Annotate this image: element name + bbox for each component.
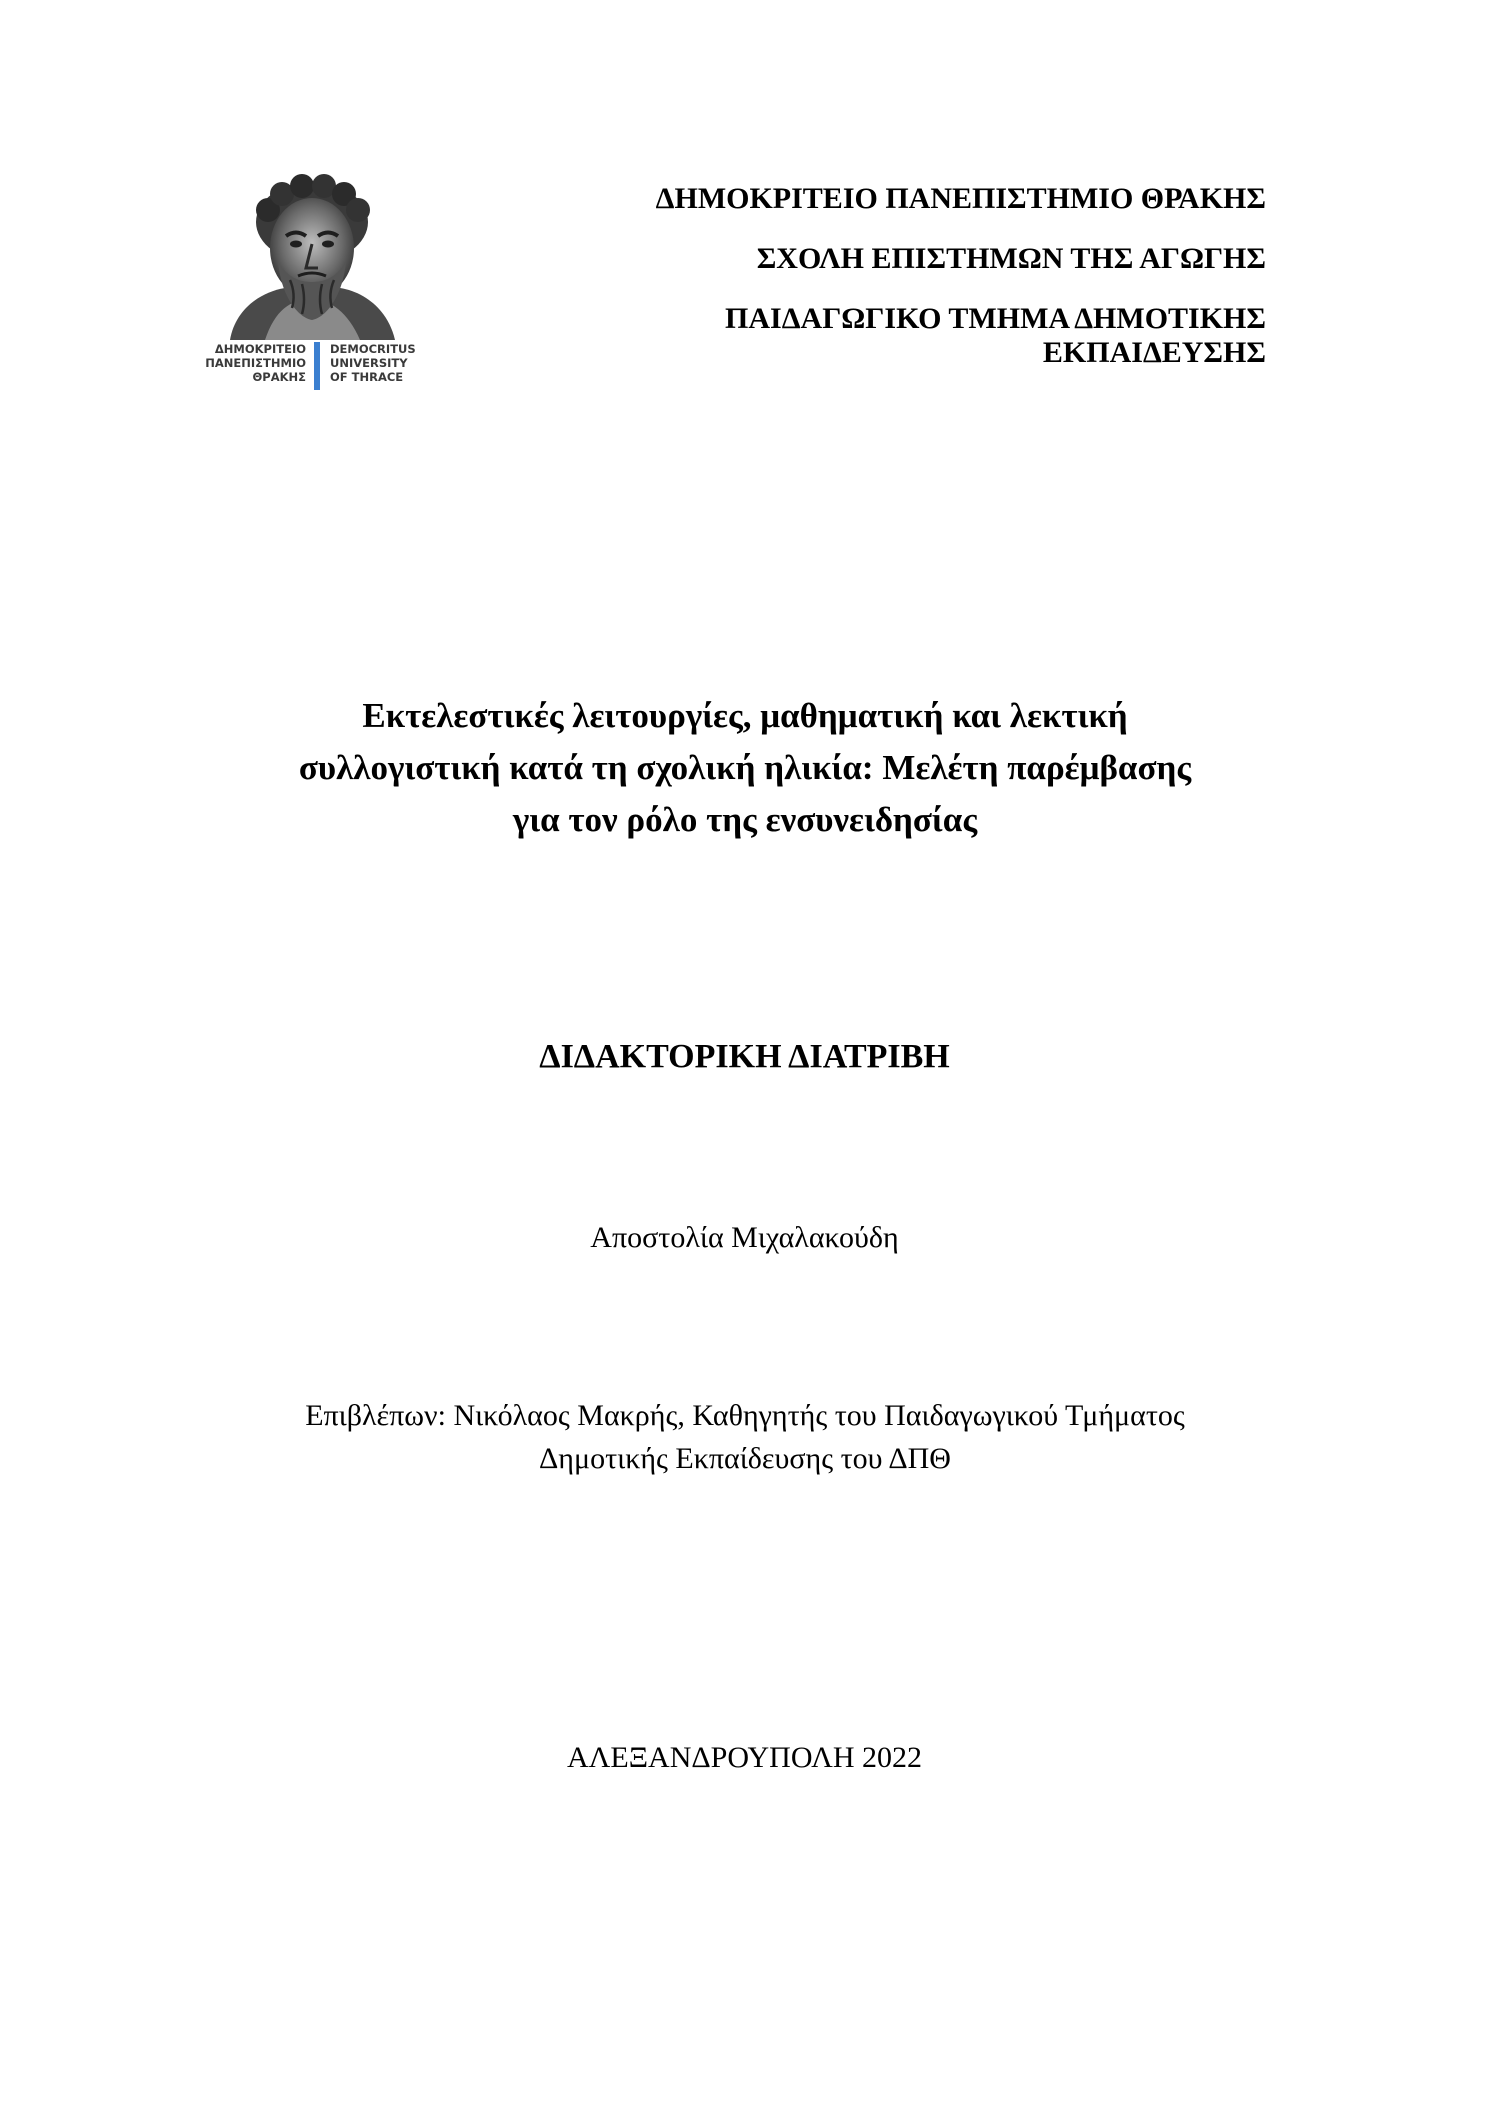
supervisor-line: Δημοτικής Εκπαίδευσης του ΔΠΘ — [539, 1442, 951, 1475]
department-name-line-1: ΠΑΙΔΑΓΩΓΙΚΟ ΤΜΗΜΑ ΔΗΜΟΤΙΚΗΣ — [725, 302, 1266, 335]
logo-caption-english: DEMOCRITUS UNIVERSITY OF THRACE — [330, 342, 416, 384]
university-logo — [190, 170, 435, 395]
logo-divider — [314, 342, 320, 390]
school-name: ΣΧΟΛΗ ΕΠΙΣΤΗΜΩΝ ΤΗΣ ΑΓΩΓΗΣ — [756, 242, 1266, 275]
democritus-bust-icon — [190, 170, 435, 340]
department-name-line-2: ΕΚΠΑΙΔΕΥΣΗΣ — [1042, 336, 1266, 369]
thesis-title-line: για τον ρόλο της ενσυνειδησίας — [512, 800, 978, 839]
place-and-year: ΑΛΕΞΑΝΔΡΟΥΠΟΛΗ 2022 — [567, 1741, 922, 1774]
author-name: Αποστολία Μιχαλακούδη — [590, 1221, 899, 1254]
logo-caption — [190, 342, 435, 394]
supervisor — [180, 1394, 1310, 1480]
supervisor-line: Επιβλέπων: Νικόλαος Μακρής, Καθηγητής του Παιδαγωγικού Τμήματος — [305, 1399, 1185, 1432]
logo-caption-greek: ΔΗΜΟΚΡΙΤΕΙΟ ΠΑΝΕΠΙΣΤΗΜΙΟ ΘΡΑΚΗΣ — [205, 342, 306, 384]
university-name: ΔΗΜΟΚΡΙΤΕΙΟ ΠΑΝΕΠΙΣΤΗΜΙΟ ΘΡΑΚΗΣ — [655, 182, 1266, 215]
thesis-title — [180, 690, 1310, 846]
document-type: ΔΙΔΑΚΤΟΡΙΚΗ ΔΙΑΤΡΙΒΗ — [539, 1038, 950, 1075]
thesis-title-line: συλλογιστική κατά τη σχολική ηλικία: Μελέτη παρέμβασης — [298, 748, 1192, 787]
thesis-title-line: Εκτελεστικές λειτουργίες, μαθηματική και λεκτική — [362, 696, 1128, 735]
institution-header — [506, 182, 1266, 370]
